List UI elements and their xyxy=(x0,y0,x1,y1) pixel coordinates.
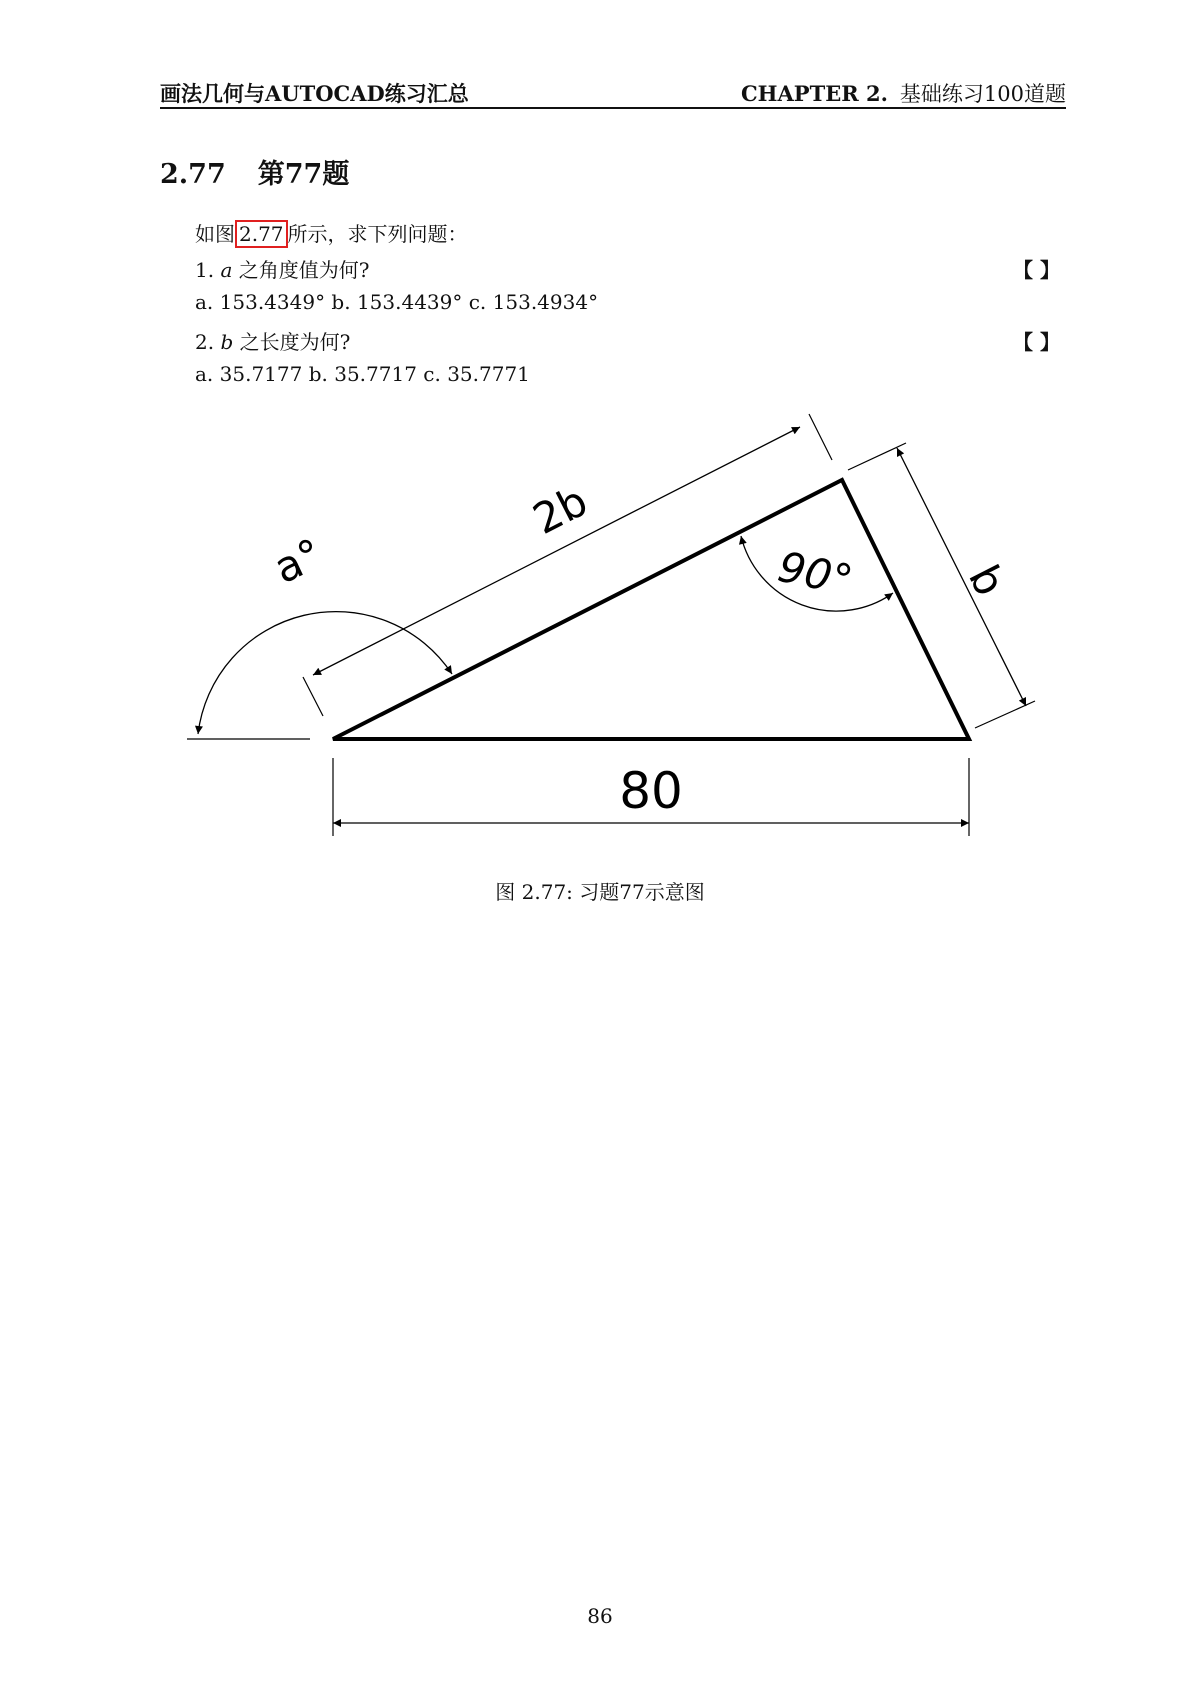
intro-prefix: 如图 xyxy=(195,222,235,246)
question-text: 之长度为何? xyxy=(239,330,351,354)
hyp-extension-line-right xyxy=(809,414,832,460)
right-angle-label: 90° xyxy=(773,541,857,606)
section-number: 2.77 xyxy=(160,159,226,190)
question-2-options: a. 35.7177 b. 35.7717 c. 35.7771 xyxy=(195,362,530,386)
question-variable: a xyxy=(220,258,233,282)
chapter-title: 基础练习100道题 xyxy=(899,82,1066,106)
question-text: 之角度值为何? xyxy=(238,258,370,282)
side-b-extension-line-top xyxy=(848,443,906,470)
angle-a-label: a° xyxy=(266,528,330,594)
question-number: 2. xyxy=(195,330,215,354)
base-label: 80 xyxy=(619,762,683,820)
page-number: 86 xyxy=(587,1604,613,1628)
figure-caption: 图 2.77: 习题77示意图 xyxy=(495,880,705,904)
question-variable: b xyxy=(220,330,234,354)
answer-bracket-1: 【 】 xyxy=(1013,258,1060,282)
hyp-extension-line-left xyxy=(303,677,323,716)
chapter-label: CHAPTER 2. xyxy=(740,81,888,106)
section-title: 第77题 xyxy=(257,159,350,190)
triangle-shape xyxy=(333,480,969,739)
question-1-options: a. 153.4349° b. 153.4439° c. 153.4934° xyxy=(195,290,599,314)
hyp-dimension-line xyxy=(313,427,800,675)
side-b-label: b xyxy=(959,557,1015,604)
question-number: 1. xyxy=(195,258,215,282)
angle-a-arc xyxy=(198,612,452,734)
running-header-title: 画法几何与AUTOCAD练习汇总 xyxy=(160,81,469,106)
hyp-label: 2b xyxy=(525,476,596,544)
intro-suffix: 所示，求下列问题： xyxy=(287,222,468,246)
answer-bracket-2: 【 】 xyxy=(1013,330,1060,354)
figure-reference-link[interactable]: 2.77 xyxy=(235,220,288,248)
